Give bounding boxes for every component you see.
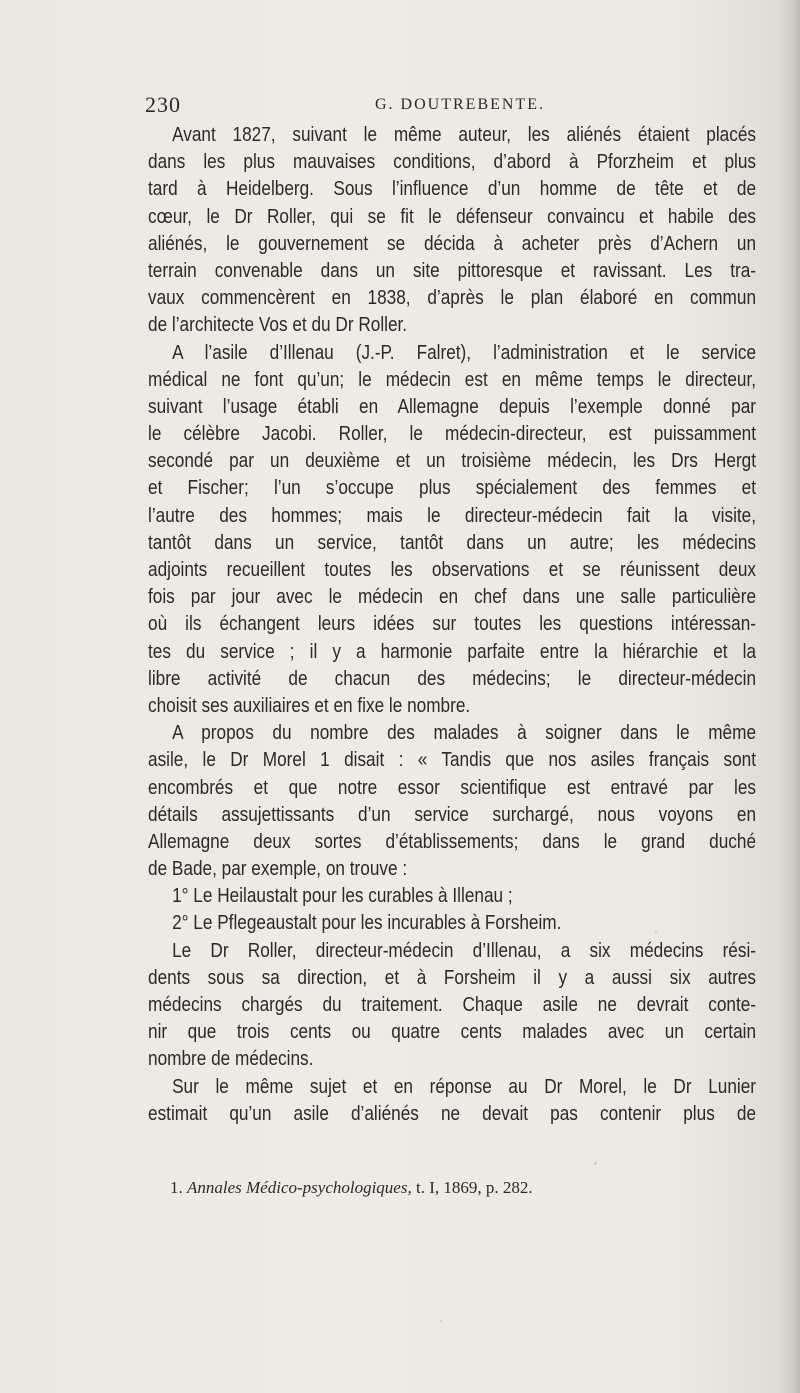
text-line: secondé par un deuxième et un troisième médecin, les Drs Hergt xyxy=(148,450,757,473)
text-line: nir que trois cents ou quatre cents malades avec un certain xyxy=(148,1021,757,1044)
text-line: de Bade, par exemple, on trouve : xyxy=(148,858,408,881)
main-text xyxy=(148,122,756,1128)
text-line: dents sous sa direction, et à Forsheim il y a aussi six autres xyxy=(148,966,757,989)
text-line: tes du service ; il y a harmonie parfaite entre la hiérarchie et la xyxy=(148,640,757,663)
text-line: tard à Heidelberg. Sous l’influence d’un homme de tête et de xyxy=(148,178,757,201)
text-line: l’autre des hommes; mais le directeur-médecin fait la visite, xyxy=(148,504,757,527)
text-line: vaux commencèrent en 1838, d’après le plan élaboré en commun xyxy=(148,287,757,310)
text-line: médical ne font qu’un; le médecin est en même temps le directeur, xyxy=(148,368,757,391)
text-line: détails assujettissants d’un service surchargé, nous voyons en xyxy=(148,803,757,826)
text-line: 1° Le Heilaustalt pour les curables à Illenau ; xyxy=(172,885,513,908)
page-header xyxy=(145,92,765,116)
text-line: asile, le Dr Morel 1 disait : « Tandis que nos asiles français sont xyxy=(148,749,757,772)
page-number: 230 xyxy=(145,92,181,117)
text-line: Avant 1827, suivant le même auteur, les aliénés étaient placés xyxy=(172,124,757,146)
text-line: encombrés et que notre essor scientifique est entravé par les xyxy=(148,776,757,799)
text-line: nombre de médecins. xyxy=(148,1048,314,1071)
text-line: libre activité de chacun des médecins; le directeur-médecin xyxy=(148,667,757,690)
text-line: le célèbre Jacobi. Roller, le médecin-directeur, est puissamment xyxy=(148,423,757,446)
text-line: tantôt dans un service, tantôt dans un autre; les médecins xyxy=(148,531,757,554)
text-line: terrain convenable dans un site pittoresque et ravissant. Les tra- xyxy=(148,259,757,282)
text-line: et Fischer; l’un s’occupe plus spécialement des femmes et xyxy=(148,477,757,500)
text-line: dans les plus mauvaises conditions, d’abord à Pforzheim et plus xyxy=(148,151,757,174)
text-line: adjoints recueillent toutes les observations et se réunissent deux xyxy=(148,559,757,581)
footnote-number: 1. xyxy=(170,1178,183,1197)
text-line: Sur le même sujet et en réponse au Dr Morel, le Dr Lunier xyxy=(172,1075,757,1098)
running-title: G. DOUTREBENTE. xyxy=(375,96,545,113)
text-line: A l’asile d’Illenau (J.-P. Falret), l’administration et le service xyxy=(172,341,757,364)
text-line: Allemagne deux sortes d’établissements; dans le grand duché xyxy=(148,830,757,853)
text-line: cœur, le Dr Roller, qui se fit le défenseur convaincu et habile des xyxy=(148,205,757,228)
text-line: fois par jour avec le médecin en chef dans une salle particulière xyxy=(148,586,757,609)
text-line: suivant l’usage établi en Allemagne depuis l’exemple donné par xyxy=(148,395,757,418)
text-line: Le Dr Roller, directeur-médecin d’Illenau, a six médecins rési- xyxy=(172,939,757,962)
text-line: de l’architecte Vos et du Dr Roller. xyxy=(148,314,408,337)
footnote-reference: t. I, 1869, p. 282. xyxy=(415,1178,533,1197)
text-line: estimait qu’un asile d’aliénés ne devait pas contenir plus de xyxy=(148,1102,757,1125)
paper-speck xyxy=(594,1162,597,1165)
text-line: médecins chargés du traitement. Chaque asile ne devrait conte- xyxy=(148,994,757,1016)
footnote-title: Annales Médico-psychologiques, xyxy=(187,1178,412,1197)
text-line: où ils échangent leurs idées sur toutes les questions intéressan- xyxy=(148,613,757,636)
text-line: 2° Le Pflegeaustalt pour les incurables à Forsheim. xyxy=(172,912,562,935)
text-line: choisit ses auxiliaires et en fixe le nombre. xyxy=(148,694,471,717)
text-line: aliénés, le gouvernement se décida à acheter près d’Achern un xyxy=(148,232,757,255)
paper-speck xyxy=(440,1320,442,1322)
page-edge-shadow xyxy=(778,0,800,1393)
text-line: A propos du nombre des malades à soigner dans le même xyxy=(172,722,757,745)
paper-speck xyxy=(655,931,657,933)
footnote xyxy=(170,1178,730,1198)
